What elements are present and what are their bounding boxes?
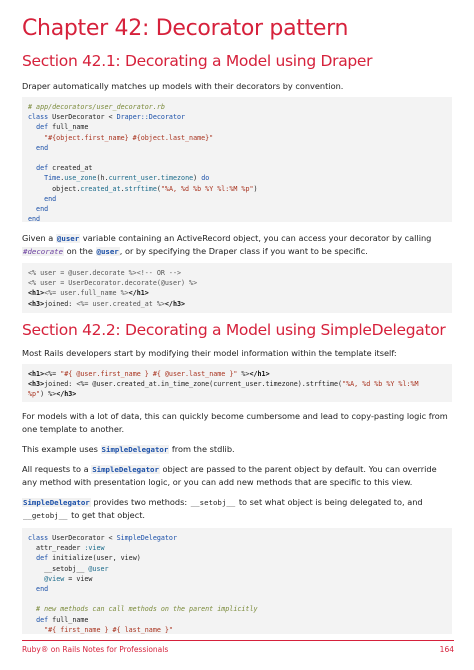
code-line: @view = view	[44, 574, 93, 583]
text-run: All requests to a	[22, 464, 92, 474]
code-line: object.created_at.strftime("%A, %d %b %Y %l:%M %p")	[28, 184, 258, 193]
code-line: class UserDecorator < Draper::Decorator	[28, 113, 186, 122]
code-line: <% user = UserDecorator.decorate(@user) %>	[28, 279, 198, 288]
section-title-draper: Section 42.1: Decorating a Model using Draper	[22, 52, 373, 70]
code-line: def created_at	[36, 164, 93, 173]
text-run: This example uses	[22, 444, 101, 454]
code-line: end	[28, 194, 57, 203]
code-line: <h3>joined: <%= user.created_at %></h3>	[28, 299, 186, 308]
code-line: Time.use_zone(h.current_user.timezone) do	[44, 174, 210, 183]
code-line: "#{object.first_name} #{object.last_name}"	[28, 133, 214, 142]
text-run: object are passed to the parent object by default. You can override any method with presentation logic, or you can add new methods that are specific to this view.	[22, 464, 437, 487]
code-line: <% user = @user.decorate %><!-- OR -->	[28, 269, 181, 277]
simpledelegator-code-block	[22, 528, 452, 634]
text-run: to set what object is being delegated to, and	[236, 497, 423, 507]
example-stdlib-paragraph	[22, 443, 454, 456]
code-line: class UserDecorator < SimpleDelegator	[28, 534, 177, 542]
inline-code-simpledelegator: SimpleDelegator	[92, 465, 159, 474]
text-run: Given a	[22, 233, 56, 243]
text-run: on the	[64, 246, 96, 256]
code-line: <h3>joined: <%= @user.created_at.in_time_zone(current_user.timezone).strftime("%A, %d %b %Y %l:%M	[28, 380, 419, 389]
chapter-title: Chapter 42: Decorator pattern	[22, 16, 349, 41]
text-run: , or by specifying the Draper class if you want to be specific.	[119, 246, 368, 256]
inline-code-user: @user	[96, 247, 119, 256]
code-line: def full_name	[36, 615, 89, 624]
text-run: from the stdlib.	[169, 444, 235, 454]
page-number: 164	[439, 645, 454, 654]
code-line: <h1><%= user.full_name %></h1>	[28, 289, 149, 298]
text-run: variable containing an ActiveRecord object, you can access your decorator by calling	[80, 233, 432, 243]
code-line: "#{ first_name } #{ last_name }"	[28, 625, 173, 634]
code-line: attr_reader :view	[28, 544, 105, 553]
draper-view-code-block	[22, 263, 452, 313]
inline-code-simpledelegator: SimpleDelegator	[23, 498, 90, 507]
code-line: <h1><%= "#{ @user.first_name } #{ @user.last_name }" %></h1>	[28, 370, 270, 378]
footer-divider	[22, 640, 454, 641]
provides-methods-paragraph	[22, 496, 454, 522]
code-line: def full_name	[36, 123, 89, 132]
inline-code-decorate: #decorate	[23, 247, 64, 256]
section-title-simpledelegator: Section 42.2: Decorating a Model using SimpleDelegator	[22, 321, 446, 339]
code-line: end	[28, 215, 41, 222]
code-line: # new methods can call methods on the parent implicitly	[28, 605, 258, 614]
text-run: to get that object.	[68, 510, 146, 520]
inline-code-setobj: __setobj__	[190, 498, 236, 507]
code-line: __setobj__ @user	[28, 564, 109, 573]
inline-code-getobj: __getobj__	[23, 511, 68, 520]
code-line: # app/decorators/user_decorator.rb	[28, 103, 165, 111]
template-code-block	[22, 364, 452, 402]
models-data-paragraph: For models with a lot of data, this can quickly become cumbersome and lead to copy-pasting logic from one template to another.	[22, 411, 448, 434]
requests-paragraph	[22, 463, 454, 489]
draper-intro-paragraph: Draper automatically matches up models with their decorators by convention.	[22, 81, 344, 91]
code-line: %p") %></h3>	[28, 390, 77, 399]
code-line: end	[28, 585, 49, 594]
draper-decorator-code-block	[22, 97, 452, 222]
text-run: provides two methods:	[90, 497, 190, 507]
footer-book-title: Ruby® on Rails Notes for Professionals	[22, 645, 169, 654]
code-line: end	[28, 205, 49, 214]
code-line: end	[28, 143, 49, 152]
simpledelegator-intro-paragraph: Most Rails developers start by modifying their model information within the template itself:	[22, 348, 397, 358]
inline-code-simpledelegator: SimpleDelegator	[101, 445, 169, 454]
inline-code-user: @user	[56, 234, 80, 243]
draper-usage-paragraph	[22, 232, 454, 258]
code-line: def initialize(user, view)	[36, 554, 141, 563]
